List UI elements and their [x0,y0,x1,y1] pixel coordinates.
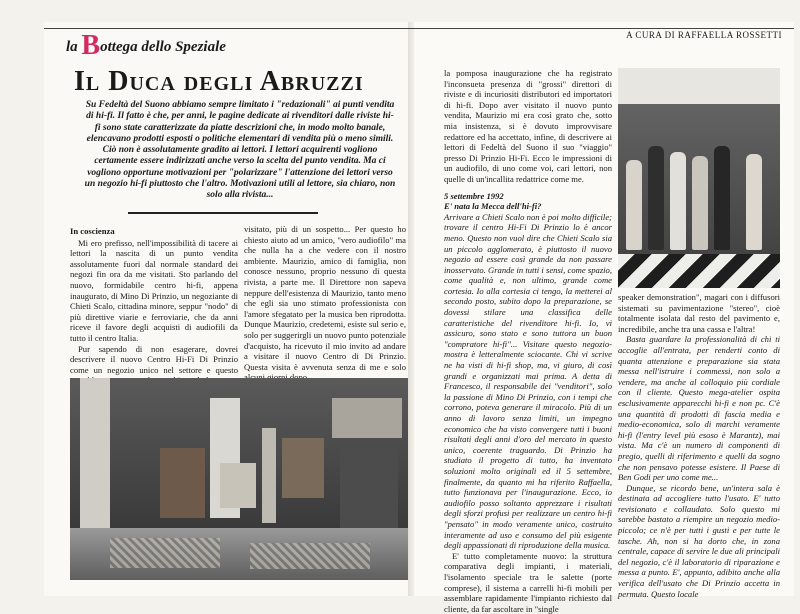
checkered-floor [618,254,780,288]
article-intro: Su Fedeltà del Suono abbiamo sempre limitato i "redazionali" ai punti vendita di hi-fi. Il fatto è che, per anni, le pagine dedicate ai rivenditori dalle riviste hi-fi sono state caratterizzate da piatte descrizioni che, in modo molto banale, elencavano prodotti esposti o politiche elementari di vendita più o meno simili. Ciò non è assolutamente gradito ai lettori. I lettori acquirenti vogliono certamente essere indirizzati anche verso la scelta del punto vendita. Ma ci vogliono opportune motivazioni per "polarizzare" l'attenzione dei lettori verso un negozio hi-fi piuttosto che l'altro. Motivazioni utili al lettore, sia chiaro, non solo alla rivista... [84,100,396,201]
kicker-prefix: la [66,39,82,55]
equipment-rack [220,463,256,508]
person [648,146,664,250]
paragraph: E' tutto completamente nuovo: la struttura comparativa degli impianti, i materiali, l'isolamento speciale tra le salette (porte comprese), il sistema a carrelli hi-fi mobili per assemblare rapidamente l'impianto richiesto dal cliente, da far ascoltare in "single [444,550,612,614]
staff-group-photo [618,68,780,288]
kicker-initial: B [81,30,101,61]
person [746,154,762,250]
left-column-1 [70,226,238,374]
left-column-2 [244,224,406,374]
person [692,156,708,250]
paragraph: Arrivare a Chieti Scalo non è poi molto difficile; trovare il centro Hi-Fi Di Prinzio lo è ancor meno. Questo non vuol dire che Chieti Scalo sia un piccolo agglomerato, è piuttosto il nuovo negozio ad essere così grande da non passare inosservato. Grande in tutti i sensi, come spazio, come qualità e, non ultimo, grande come cortesia. Io alla cortesia ci tengo, la metterei al secondo posto, subito dopo la preparazione, se dovessi stilare una classifica delle caratteristiche del rivenditore hi-fi. Io, vi assicuro, sono stato e sono tuttora un buon "compratore hi-fi"... Visitare questo negozio-mostra è letteralmente sciocante. Chi vi scrive ne ha visti di hi-fi shop, ma, vi giuro, di così grandi e organizzati mai prima. A detta di Francesco, il responsabile dei "venditori", solo la passione di Mino Di Prinzio, con i tempi che corrono, poteva generare il miracolo. Più di un anno di lavoro senza limiti, un impegno economico che ha visto convergere tutti i buoni risultati degli anni d'oro del mercato in questo unico, coerente traguardo. Di Prinzio ha studiato il progetto di tutto, ha inventato soluzioni molto originali ed il 5 settembre, finalmente, da quanto mi ha riferito Raffaella, tutto funzionava per l'inaugurazione. Ecco, io audiofilo posso soltanto apprezzare i risultati degli sforzi profusi per realizzare un centro hi-fi "pensato" in modo veramente unico, costruito interamente ad uso e consumo del più esigente degli appassionati di riproduzione della musica. [444,211,612,551]
speaker-cabinet [282,438,324,498]
floor-rug [250,543,370,569]
date-heading: 5 settembre 1992 [444,190,504,201]
paragraph: Mi ero prefisso, nell'impossibilità di tacere ai lettori la nascita di un punto vendita assolutamente fuori dal normale standard dei negozi fin ora da me visitati. Sto parlando del nuovo, formidabile centro hi-fi, appena inaugurato, di Mino Di Prinzio, un negoziante di Chieti Scalo, cittadina minore, seppur "nodo" di più direttive viarie e ferroviarie, che da anni riceve il favore degli acquisti di audiofili da tutto il centro Italia. [70,237,238,343]
display-shelf [332,398,402,438]
paragraph: Dunque, se ricordo bene, un'intera sala è destinata ad accogliere tutto l'usato. E' tutto revisionato e collaudato. Solo questo mi sarebbe bastato a riempire un negozio medio-piccolo; ce n'è per tutti i gusti e per tutte le tasche. Ah, non si ha dorto che, in zona centrale, capace di servire le due ali principali del negozio, c'è il laboratorio di riparazione e messa a punto. E', appunto, adibito anche alla verifica dell'usato che Di Prinzio accetta in permuta. Questo locale [618,482,780,599]
paragraph: Pur sapendo di non esagerare, dovrei descrivere il nuovo Centro Hi-Fi Di Prinzio come un negozio unico nel settore e questo [70,343,238,375]
header-rule [44,28,794,29]
paragraph: Basta guardare la professionalità di chi ti accoglie all'entrata, per renderti conto di quanta attenzione e preparazione sia stata messa nell'istruire i commessi, non solo a vendere, ma anche al colloquio più cordiale con il cliente. Questo mega-atelier ospita esclusivamente apparecchi hi-fi e non pc. C'è una quantità di prodotti di fascia media e medio-economica, solo di marchi veramente hi-fi (l'entry level più esoso è Marantz), mai vista. Ma c'è un numero di componenti di pregio, quelli di riferimento e quelli da sogno che non pensavo potesse esistere. Il Paese di Ben Godi per uno come me... [618,334,780,483]
column-speaker [262,428,276,523]
person [714,146,730,250]
right-column-1 [444,68,612,614]
right-column-2 [618,292,780,599]
speaker-stack [340,448,398,528]
article-title: Il Duca degli Abruzzi [74,66,364,97]
paragraph: visitato, più di un sospetto... Per questo ho chiesto aiuto ad un amico, "vero audiofilo" ma che nulla ha a che vedere con il nostro ambiente. Maurizio, amico di famiglia, non conosce nessuno, proprio nessuno di questa rivista, a parte me. Il Direttore non sapeva neppure dell'esistenza di Maurizio, tanto meno che egli sia uno stimato professionista con l'amore sfegatato per la musica ben riprodotta. Dunque Maurizio, credetemi, esiste sul serio e, solo per suggerirgli un nuovo punto potenziale d'acquisto, ha ricevuto il mio invito ad andare a visitare il nuovo Centro di Di Prinzio. Questa visita è avvenuta senza di me e solo [244,224,406,372]
section-heading: In coscienza [70,226,115,236]
floor-rug [110,538,220,568]
person [626,160,642,250]
ceiling-light [618,68,780,104]
paragraph: la pomposa inaugurazione che ha registrato l'inconsueta presenza di "grossi" direttori di riviste e di incuriositi distributori ed importatori di hi-fi. Dopo aver visitato il nuovo punto vendita, Maurizio mi era così grato che, sotto mia insistenza, si è dovuto improvvisare redattore ed ha accettato, infine, di descrivere ai lettori di Fedeltà del Suono il suo "viaggio" presso Di Prinzio Hi-Fi. Ecco le impressioni di un audiofilo, di uno come voi, cari lettori, non quelle di un'incallita redattrice come me. [444,68,612,184]
kicker-rest: ottega dello Speziale [100,39,226,55]
subheading: E' nata la Mecca dell'hi-fi? [444,201,542,212]
intro-rule [128,212,318,214]
speaker-cabinet [160,448,205,518]
showroom-photo [70,378,408,580]
curator-credit: A CURA DI RAFFAELLA ROSSETTI [626,30,782,40]
section-kicker [66,30,226,62]
person [670,152,686,250]
paragraph: speaker demonstration", magari con i diffusori sistemati su pavimentazione "stereo", cioè totalmente isolata dal resto del pavimento e, incredibile, anche tra una cassa e l'altra! [618,292,780,334]
